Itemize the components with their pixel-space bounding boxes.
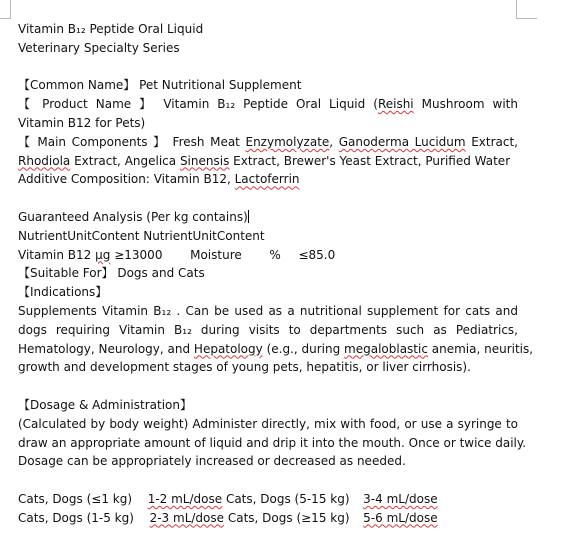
spelling-flag-rhodiola: Rhodiola	[18, 153, 71, 168]
product-name-text-b: Mushroom with	[413, 97, 518, 112]
spelling-flag-lactoferrin: Lactoferrin	[234, 172, 300, 187]
blank-line	[18, 189, 518, 208]
spelling-flag-reishi: Reishi	[377, 97, 414, 112]
dosage-line-3: Dosage can be appropriately increased or decreased as needed.	[18, 454, 406, 469]
main-components-line-2	[18, 152, 518, 171]
main-components-label: 【 Main Components 】	[18, 134, 167, 149]
nutrient-row	[18, 246, 518, 265]
text-cursor	[248, 210, 249, 223]
indications-text-a: Hematology, Neurology, and	[18, 341, 194, 356]
dose-row-2	[18, 509, 518, 528]
indications-text-b: (e.g., during	[262, 341, 345, 356]
common-name-value: Pet Nutritional Supplement	[139, 78, 302, 93]
nutrient-content-moisture: ≤85.0	[298, 247, 336, 262]
blank-line	[18, 377, 518, 396]
dosage-heading: 【Dosage & Administration】	[18, 397, 192, 412]
guaranteed-analysis-line[interactable]	[18, 208, 518, 227]
page-corner-marker-right	[516, 0, 537, 19]
nutrient-content-vitamin: ≥13000	[114, 247, 163, 262]
blank-line	[18, 471, 518, 490]
indications-line-2: dogs requiring Vitamin B₁₂ during visits to departments such as Pediatrics,	[18, 322, 518, 337]
dose-weight-b: Cats, Dogs (5-15 kg)	[225, 491, 350, 506]
dose-amount-a: 1-2 mL/dose	[147, 491, 223, 506]
common-name-line	[18, 76, 518, 95]
spelling-flag-megaloblastic: megaloblastic	[344, 341, 428, 356]
common-name-label: 【Common Name】	[18, 78, 136, 93]
spelling-flag-ganoderma: Ganoderma Lucidum	[338, 134, 466, 149]
product-name-line-2: Vitamin B12 for Pets)	[18, 115, 146, 130]
document-body[interactable]	[18, 20, 534, 528]
spelling-flag-enzymolyzate: Enzymolyzate	[245, 134, 330, 149]
guaranteed-analysis-text: Guaranteed Analysis (Per kg contains)	[18, 209, 248, 224]
main-components-text-d: Extract, Angelica	[70, 153, 180, 168]
indications-line-3	[18, 340, 534, 359]
main-components-text-b: ,	[329, 134, 339, 149]
nutrient-header-line: NutrientUnitContent NutrientUnitContent	[18, 228, 265, 243]
dose-row-1	[18, 490, 518, 509]
suitable-for-label: 【Suitable For】	[18, 266, 114, 281]
indications-line-1: Supplements Vitamin B₁₂ . Can be used as a nutritional supplement for cats and	[18, 303, 518, 318]
product-name-line-1	[18, 95, 518, 114]
dose-amount-b: 3-4 mL/dose	[363, 491, 438, 506]
additive-text: Additive Composition: Vitamin B12,	[18, 172, 235, 187]
nutrient-name-vitamin: Vitamin B12	[18, 247, 92, 262]
nutrient-name-moisture: Moisture	[190, 247, 242, 262]
spelling-flag-hepatology: Hepatology	[193, 341, 263, 356]
dose-amount-b: 5-6 mL/dose	[363, 510, 438, 525]
indications-line-4: growth and development stages of young pets, hepatitis, or liver cirrhosis).	[18, 360, 471, 375]
dose-weight-a: Cats, Dogs (≤1 kg)	[18, 491, 133, 506]
product-name-text-a: Vitamin B₁₂ Peptide Oral Liquid (	[163, 97, 378, 112]
dose-weight-b: Cats, Dogs (≥15 kg)	[227, 510, 350, 525]
product-title: Vitamin B₁₂ Peptide Oral Liquid	[18, 22, 204, 36]
dosage-line-2: draw an appropriate amount of liquid and drip it into the mouth. Once or twice daily.	[18, 435, 527, 450]
spelling-flag-sinensis: Sinensis	[179, 153, 230, 168]
blank-line	[18, 58, 518, 77]
dosage-line-1: (Calculated by body weight) Administer directly, mix with food, or use a syringe to	[18, 416, 518, 431]
dose-weight-a: Cats, Dogs (1-5 kg)	[18, 510, 134, 525]
nutrient-unit-moisture: %	[269, 247, 281, 262]
main-components-line-1	[18, 133, 518, 152]
suitable-for-line	[18, 264, 518, 283]
additive-line	[18, 170, 518, 189]
main-components-text-a: Fresh Meat	[172, 134, 246, 149]
indications-heading: 【Indications】	[18, 285, 108, 300]
dose-amount-a: 2-3 mL/dose	[149, 510, 225, 525]
suitable-for-value: Dogs and Cats	[117, 266, 205, 281]
nutrient-unit-vitamin: μg	[95, 247, 111, 262]
product-name-label: 【 Product Name 】	[18, 97, 156, 112]
page-corner-marker-left	[0, 0, 11, 19]
series-line: Veterinary Specialty Series	[18, 40, 180, 55]
main-components-text-c: Extract,	[465, 134, 518, 149]
main-components-text-e: Extract, Brewer's Yeast Extract, Purified Water	[229, 153, 511, 168]
indications-text-c: anemia, neuritis,	[427, 341, 534, 356]
